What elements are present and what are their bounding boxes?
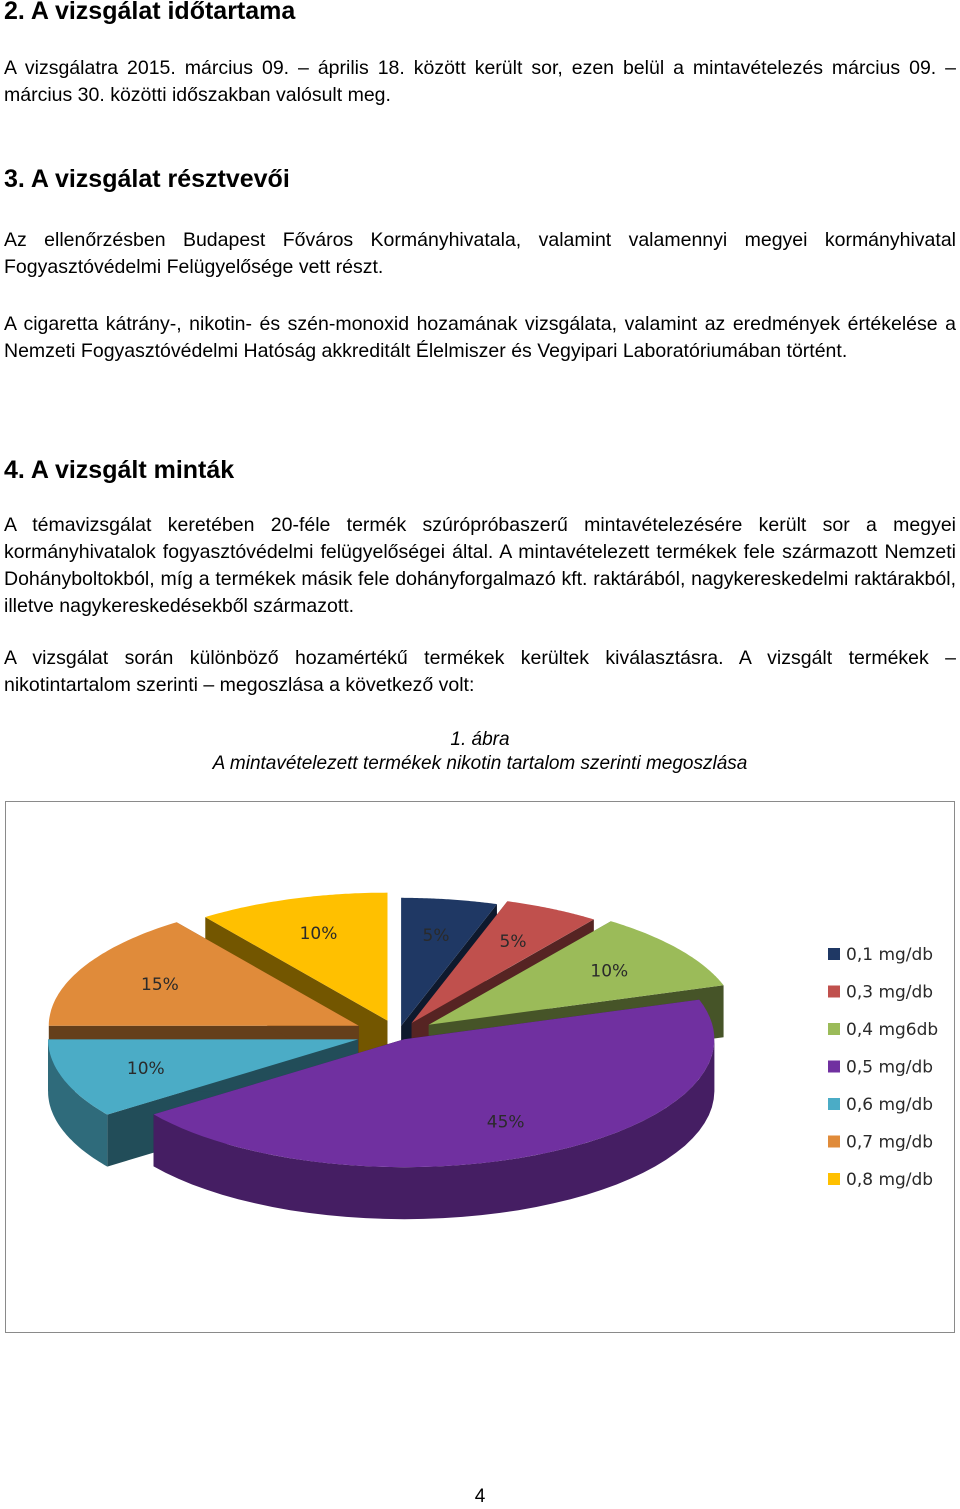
legend-label: 0,6 mg/db	[846, 1095, 934, 1115]
legend-swatch	[828, 1061, 840, 1073]
section-3-heading: 3. A vizsgálat résztvevői	[4, 165, 290, 193]
pie-data-label: 10%	[299, 924, 338, 944]
pie-chart	[5, 801, 955, 1333]
legend-swatch	[828, 1173, 840, 1185]
figure-title: A mintavételezett termékek nikotin tartalom szerinti megoszlása	[212, 753, 748, 774]
legend-swatch	[828, 1023, 840, 1035]
legend-swatch	[828, 1098, 840, 1110]
pie-data-label: 10%	[126, 1058, 165, 1079]
pie-data-label: 45%	[486, 1112, 525, 1133]
pie-data-label: 5%	[422, 925, 450, 946]
pie-data-label: 10%	[590, 961, 629, 982]
legend-label: 0,7 mg/db	[846, 1132, 934, 1153]
section-4-paragraph-2: A vizsgálat során különböző hozamértékű termékek kerültek kiválasztásra. A vizsgált termékek – nikotintartalom szerinti – megoszlása a következő volt:	[4, 647, 956, 696]
legend-label: 0,3 mg/db	[846, 982, 934, 1003]
legend-label: 0,8 mg/db	[846, 1170, 934, 1190]
legend-label: 0,4 mg6db	[846, 1020, 939, 1040]
pie-data-label: 15%	[141, 974, 179, 995]
legend-swatch	[828, 1136, 840, 1148]
section-4-paragraph-1: A témavizsgálat keretében 20-féle termék szúrópróbaszerű mintavételezésére került sor a megyei kormányhivatalok fogyasztóvédelmi felügyelőségei által. A mintavételezett termékek fele származott Nemzeti Dohányboltokból, míg a termékek másik fele dohányforgalmazó kft. raktárából, nagykereskedelmi raktárakból, illetve nagykereskedésekből származott.	[4, 514, 956, 617]
legend-label: 0,1 mg/db	[846, 945, 934, 965]
pie-data-label: 5%	[499, 931, 527, 952]
section-3-paragraph-1: Az ellenőrzésben Budapest Főváros Kormányhivatala, valamint valamennyi megyei kormányhivatal Fogyasztóvédelmi Felügyelősége vett részt.	[4, 229, 956, 278]
pie-chart-svg	[6, 802, 956, 1334]
section-4-heading: 4. A vizsgált minták	[4, 456, 235, 484]
chart-legend	[828, 945, 938, 1190]
section-2-text: A vizsgálatra 2015. március 09. – április 18. között került sor, ezen belül a mintavételezés március 09. – március 30. közötti időszakban valósult meg.	[4, 57, 956, 106]
legend-label: 0,5 mg/db	[846, 1057, 934, 1078]
legend-swatch	[828, 948, 840, 960]
legend-swatch	[828, 986, 840, 998]
section-2-heading: 2. A vizsgálat időtartama	[4, 0, 296, 25]
page-number: 4	[474, 1486, 486, 1507]
section-3-paragraph-2: A cigaretta kátrány-, nikotin- és szén-monoxid hozamának vizsgálata, valamint az eredmények értékelése a Nemzeti Fogyasztóvédelmi Hatóság akkreditált Élelmiszer és Vegyipari Laboratóriumában történt.	[4, 313, 956, 362]
figure-number: 1. ábra	[450, 729, 510, 750]
